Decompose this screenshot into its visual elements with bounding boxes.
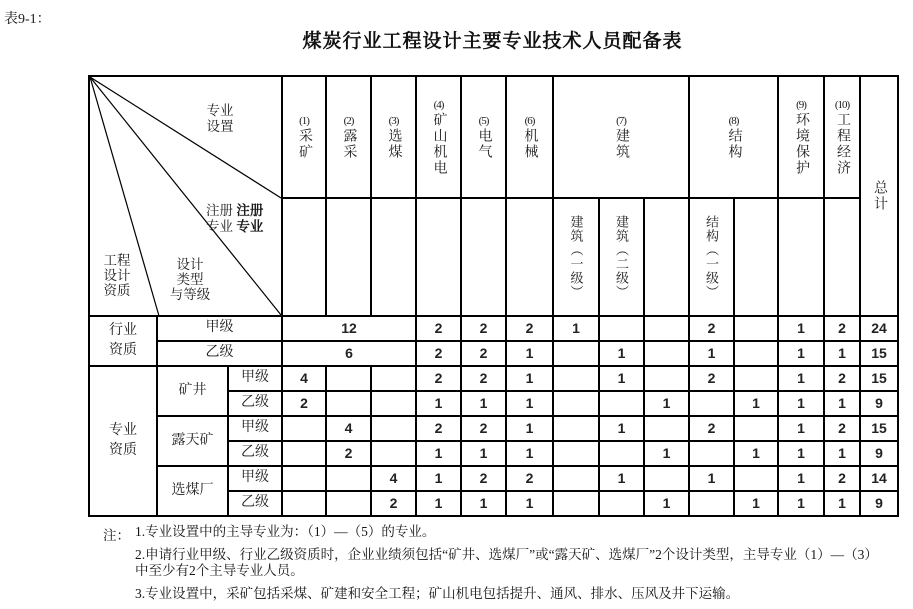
value-cell: 2 [824, 466, 860, 491]
row-coalprep-grade-a [89, 466, 898, 491]
notes-items [135, 524, 880, 609]
note-item-2: 2.申请行业甲级、行业乙级资质时，企业业绩须包括“矿井、选煤厂”或“露天矿、选煤厂”2个设计类型，主导专业（1）—（3）中至少有2个主导专业人员。 [135, 547, 878, 578]
value-cell: 1 [599, 466, 644, 491]
value-cell [282, 466, 326, 491]
value-cell: 2 [461, 416, 506, 441]
col-label: 建筑 [614, 127, 630, 160]
diagonal-label-line: 资质 [103, 283, 131, 298]
diagonal-label-line: 注册 注册 [206, 203, 264, 218]
grade-cell: 甲级 [228, 466, 282, 491]
value-cell: 9 [860, 491, 898, 516]
col-header-env-protection [778, 76, 824, 198]
value-cell: 2 [506, 466, 553, 491]
row-openpit-grade-a [89, 416, 898, 441]
col-label: 总计 [872, 180, 888, 212]
value-cell: 1 [461, 441, 506, 466]
value-cell: 1 [506, 416, 553, 441]
value-cell [734, 366, 778, 391]
value-cell: 1 [553, 316, 599, 341]
diagonal-label-design-qualification [98, 253, 136, 298]
value-cell: 1 [778, 391, 824, 416]
value-cell [326, 391, 371, 416]
value-cell: 1 [824, 441, 860, 466]
col-number: (3) [388, 114, 399, 127]
value-cell: 1 [778, 441, 824, 466]
value-cell: 2 [824, 416, 860, 441]
value-cell [734, 341, 778, 366]
value-cell [553, 391, 599, 416]
value-cell [734, 316, 778, 341]
value-cell: 2 [416, 341, 461, 366]
col-label: 选煤 [386, 127, 402, 160]
value-cell [553, 416, 599, 441]
value-cell [326, 466, 371, 491]
type-cell-open-pit-mine: 露天矿 [157, 416, 228, 466]
diagonal-label-design-type-grade [166, 257, 214, 302]
subcol-label: 结构（一级） [704, 215, 720, 299]
diagonal-label-line: 与等级 [169, 287, 211, 302]
empty-cell [326, 198, 371, 316]
value-cell [371, 391, 416, 416]
col-number: (10) [834, 98, 850, 111]
row-industry-grade-a [89, 316, 898, 341]
value-cell: 2 [461, 466, 506, 491]
value-cell: 1 [689, 466, 734, 491]
grade-cell: 甲级 [228, 416, 282, 441]
col-header-mechanical [506, 76, 553, 198]
value-cell: 2 [689, 416, 734, 441]
value-cell: 1 [778, 416, 824, 441]
value-cell [371, 441, 416, 466]
row-group-specialty [89, 366, 157, 516]
value-cell [599, 391, 644, 416]
page-title: 煤炭行业工程设计主要专业技术人员配备表 [302, 31, 683, 52]
value-cell [553, 441, 599, 466]
value-cell: 2 [689, 366, 734, 391]
diagonal-label-line: 设置 [206, 119, 234, 134]
value-cell: 2 [461, 341, 506, 366]
value-cell: 2 [461, 366, 506, 391]
col-number: (4) [433, 98, 444, 111]
value-cell: 1 [506, 491, 553, 516]
empty-cell [416, 198, 461, 316]
value-cell: 2 [506, 316, 553, 341]
diagonal-label-line: 专业 [206, 103, 234, 118]
subcol-header-arch-grade2 [599, 198, 644, 316]
notes-label: 注： [103, 528, 130, 543]
value-cell [689, 441, 734, 466]
col-header-eng-economics [824, 76, 860, 198]
value-cell: 2 [824, 316, 860, 341]
col-header-mining [282, 76, 326, 198]
empty-cell [371, 198, 416, 316]
value-cell: 2 [326, 441, 371, 466]
col-header-mine-electromech [416, 76, 461, 198]
subcol-label: 建筑（二级） [614, 215, 630, 299]
col-number: (8) [728, 114, 739, 127]
empty-cell [734, 198, 778, 316]
row-group-label: 行业资质 [109, 322, 137, 358]
value-cell [689, 391, 734, 416]
col-header-total [860, 76, 898, 316]
row-industry-grade-b [89, 341, 898, 366]
value-cell: 1 [824, 391, 860, 416]
grade-cell: 乙级 [228, 391, 282, 416]
col-label: 结构 [726, 127, 742, 160]
value-cell [734, 416, 778, 441]
value-cell: 2 [416, 316, 461, 341]
empty-cell [824, 198, 860, 316]
value-cell: 1 [599, 366, 644, 391]
value-cell: 4 [326, 416, 371, 441]
value-cell: 1 [644, 441, 689, 466]
value-cell: 1 [416, 491, 461, 516]
col-number: (2) [343, 114, 354, 127]
value-cell: 1 [824, 341, 860, 366]
value-cell: 1 [734, 491, 778, 516]
value-cell [644, 416, 689, 441]
value-cell: 15 [860, 366, 898, 391]
value-cell: 4 [282, 366, 326, 391]
value-cell: 1 [778, 466, 824, 491]
value-cell [371, 366, 416, 391]
value-cell [644, 341, 689, 366]
col-label: 电气 [476, 127, 492, 160]
col-header-architecture [553, 76, 689, 198]
notes [103, 524, 880, 609]
value-cell: 15 [860, 341, 898, 366]
diagonal-label-major-setup [190, 103, 250, 135]
value-cell [553, 466, 599, 491]
value-cell: 6 [282, 341, 416, 366]
value-cell [282, 441, 326, 466]
col-header-electrical [461, 76, 506, 198]
col-label: 采矿 [297, 127, 313, 160]
col-header-coal-prep [371, 76, 416, 198]
value-cell: 1 [599, 416, 644, 441]
value-cell: 1 [461, 491, 506, 516]
value-cell [282, 491, 326, 516]
value-cell: 15 [860, 416, 898, 441]
value-cell: 24 [860, 316, 898, 341]
note-item-3: 3.专业设置中，采矿包括采煤、矿建和安全工程；矿山机电包括提升、通风、排水、压风及井下运输。 [135, 586, 740, 601]
value-cell [371, 416, 416, 441]
value-cell: 12 [282, 316, 416, 341]
value-cell [326, 366, 371, 391]
value-cell: 1 [599, 341, 644, 366]
diagonal-header-cell [89, 76, 282, 316]
value-cell: 1 [506, 341, 553, 366]
empty-cell [644, 198, 689, 316]
value-cell [599, 491, 644, 516]
value-cell [644, 366, 689, 391]
subcol-label: 建筑（一级） [568, 215, 584, 299]
value-cell [644, 316, 689, 341]
grade-cell: 乙级 [228, 491, 282, 516]
value-cell: 1 [778, 366, 824, 391]
value-cell: 1 [689, 341, 734, 366]
type-cell-mine: 矿井 [157, 366, 228, 416]
table-number-label: 表9-1： [4, 12, 51, 27]
value-cell: 14 [860, 466, 898, 491]
value-cell: 1 [778, 491, 824, 516]
value-cell: 1 [778, 316, 824, 341]
value-cell: 1 [506, 391, 553, 416]
value-cell: 9 [860, 391, 898, 416]
value-cell: 2 [689, 316, 734, 341]
value-cell [553, 366, 599, 391]
grade-cell: 甲级 [228, 366, 282, 391]
empty-cell [506, 198, 553, 316]
empty-cell [461, 198, 506, 316]
header-row-main [89, 76, 898, 198]
value-cell: 1 [778, 341, 824, 366]
grade-cell: 乙级 [228, 441, 282, 466]
value-cell: 2 [416, 416, 461, 441]
note-item-1: 1.专业设置中的主导专业为：（1）—（5）的专业。 [135, 524, 436, 539]
value-cell: 1 [461, 391, 506, 416]
subcol-header-arch-grade1 [553, 198, 599, 316]
value-cell: 2 [371, 491, 416, 516]
value-cell: 1 [416, 391, 461, 416]
col-number: (5) [478, 114, 489, 127]
col-number: (1) [299, 114, 309, 127]
row-group-industry [89, 316, 157, 366]
col-label: 环境保护 [794, 111, 810, 176]
col-label: 露采 [341, 127, 357, 160]
grade-cell: 甲级 [157, 316, 282, 341]
grade-cell: 乙级 [157, 341, 282, 366]
value-cell: 2 [461, 316, 506, 341]
empty-cell [778, 198, 824, 316]
value-cell [599, 441, 644, 466]
type-cell-coal-prep-plant: 选煤厂 [157, 466, 228, 516]
col-label: 工程经济 [835, 111, 851, 176]
value-cell: 1 [644, 391, 689, 416]
subcol-header-struct-grade1 [689, 198, 734, 316]
col-label: 机械 [522, 127, 538, 160]
col-label: 矿山机电 [431, 111, 447, 176]
value-cell: 1 [506, 441, 553, 466]
col-header-open-pit [326, 76, 371, 198]
personnel-allocation-table [88, 75, 899, 517]
value-cell: 1 [734, 441, 778, 466]
value-cell [282, 416, 326, 441]
value-cell [553, 491, 599, 516]
diagonal-label-line: 类型 [176, 272, 204, 287]
value-cell: 9 [860, 441, 898, 466]
value-cell: 2 [416, 366, 461, 391]
row-mine-grade-a [89, 366, 898, 391]
value-cell [689, 491, 734, 516]
col-number: (9) [796, 98, 806, 111]
diagonal-label-registered-major [206, 203, 263, 235]
value-cell [734, 466, 778, 491]
value-cell: 1 [824, 491, 860, 516]
value-cell: 2 [282, 391, 326, 416]
value-cell [326, 491, 371, 516]
value-cell: 1 [416, 441, 461, 466]
value-cell: 1 [506, 366, 553, 391]
value-cell [599, 316, 644, 341]
col-header-structure [689, 76, 778, 198]
value-cell: 1 [734, 391, 778, 416]
value-cell: 2 [824, 366, 860, 391]
empty-cell [282, 198, 326, 316]
row-group-label: 专业资质 [109, 422, 137, 458]
value-cell: 1 [416, 466, 461, 491]
diagonal-label-line: 设计 [176, 257, 204, 272]
value-cell: 4 [371, 466, 416, 491]
col-number: (7) [616, 114, 626, 127]
value-cell: 1 [644, 491, 689, 516]
col-number: (6) [524, 114, 535, 127]
value-cell [553, 341, 599, 366]
diagonal-label-line: 工程 [103, 253, 131, 268]
diagonal-label-line: 专业 专业 [206, 219, 264, 234]
value-cell [644, 466, 689, 491]
diagonal-label-line: 设计 [103, 268, 131, 283]
